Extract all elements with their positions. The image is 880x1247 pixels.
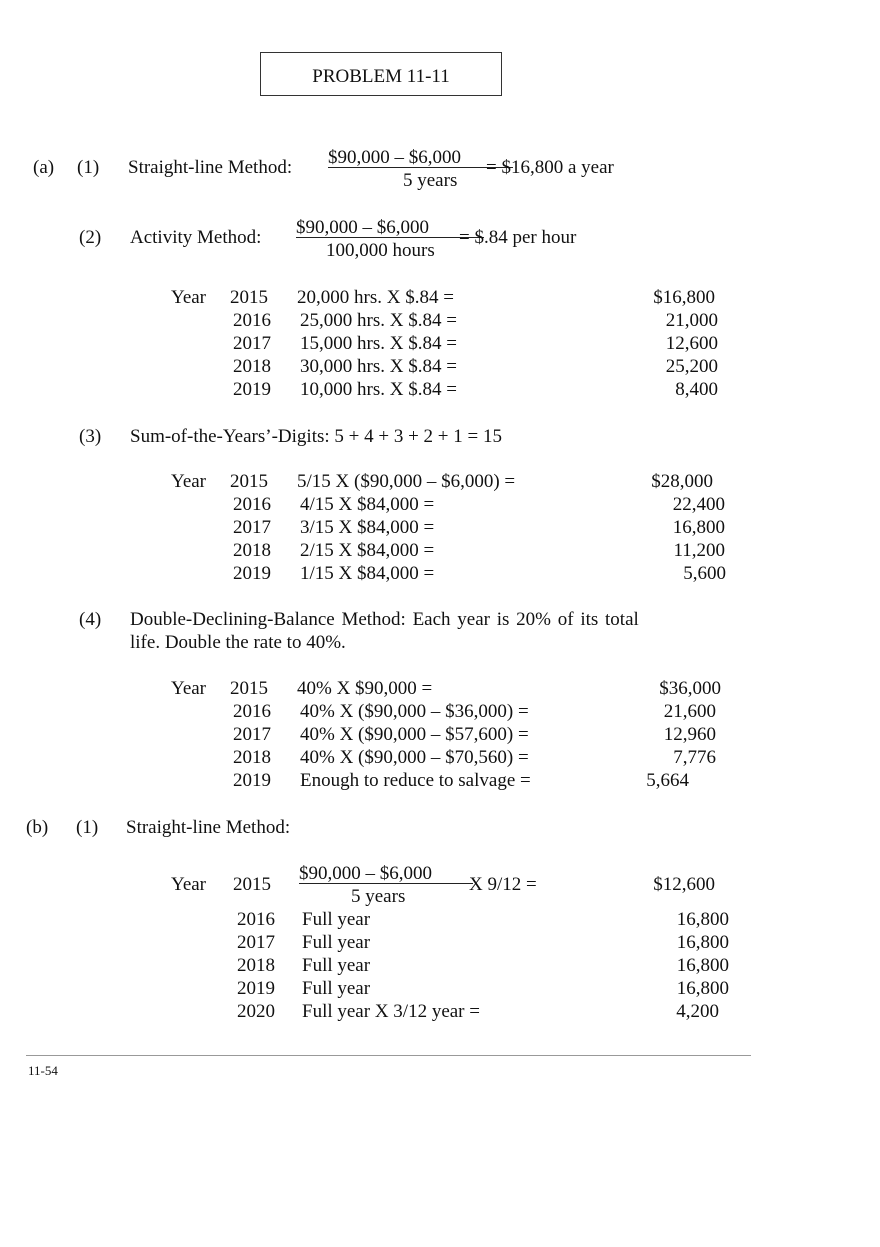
ddb-row-2017-calc: 40% X ($90,000 – $57,600) = [300,724,529,745]
part-b-fraction-bar [299,883,473,884]
activity-numerator: $90,000 – $6,000 [296,217,429,238]
part-b-row-2019-amount: 16,800 [676,978,729,999]
ddb-row-2015-calc: 40% X $90,000 = [297,678,433,699]
ddb-row-2018-calc: 40% X ($90,000 – $70,560) = [300,747,529,768]
syd-row-2017-calc: 3/15 X $84,000 = [300,517,435,538]
activity-row-2019-amount: 8,400 [675,379,718,400]
part-b-label: (b) [26,817,49,838]
part-b-numerator: $90,000 – $6,000 [299,863,432,884]
page-number: 11-54 [28,1063,58,1078]
part-b-row-2020-calc: Full year X 3/12 year = [302,1001,480,1022]
part-b-row-2017-amount: 16,800 [676,932,729,953]
activity-fraction-bar [296,237,484,238]
part-b-row-2015-amount: $12,600 [653,874,715,895]
syd-row-2019-year: 2019 [233,563,271,584]
activity-row-2016-calc: 25,000 hrs. X $.84 = [300,310,457,331]
activity-result: = $.84 per hour [459,227,577,248]
sl-method-name: Straight-line Method: [128,157,293,178]
part-b-denominator: 5 years [351,886,406,907]
activity-row-2015-year: 2015 [230,287,268,308]
part-b-row-2016-amount: 16,800 [676,909,729,930]
ddb-row-2019-calc: Enough to reduce to salvage = [300,770,531,791]
syd-row-2015-amount: $28,000 [651,471,713,492]
ddb-description-line-1: Double-Declining-Balance Method: Each year is 20% of its total [130,609,639,630]
part-b-row-2020-year: 2020 [237,1001,275,1022]
activity-row-2017-year: 2017 [233,333,271,354]
part-b-method-name: Straight-line Method: [126,817,291,838]
ddb-row-2016-amount: 21,600 [663,701,716,722]
ddb-year-label: Year [171,678,207,699]
part-b-year-label: Year [171,874,207,895]
part-b-row-2016-calc: Full year [302,909,371,930]
ddb-row-2015-amount: $36,000 [659,678,721,699]
part-b-row-2020-amount: 4,200 [676,1001,719,1022]
syd-row-2015-year: 2015 [230,471,268,492]
ddb-row-2017-amount: 12,960 [663,724,716,745]
syd-year-label: Year [171,471,207,492]
activity-row-2015-amount: $16,800 [653,287,715,308]
activity-row-2017-amount: 12,600 [665,333,718,354]
activity-row-2017-calc: 15,000 hrs. X $.84 = [300,333,457,354]
syd-number: (3) [79,426,102,447]
part-b-row-2018-calc: Full year [302,955,371,976]
activity-number: (2) [79,227,102,248]
syd-row-2017-amount: 16,800 [672,517,725,538]
syd-row-2016-amount: 22,400 [672,494,725,515]
activity-denominator: 100,000 hours [326,240,435,261]
syd-row-2018-amount: 11,200 [673,540,725,561]
ddb-row-2017-year: 2017 [233,724,271,745]
syd-row-2019-amount: 5,600 [683,563,726,584]
syd-row-2018-year: 2018 [233,540,271,561]
footer-rule [26,1055,751,1056]
part-b-number: (1) [76,817,99,838]
activity-row-2016-year: 2016 [233,310,271,331]
syd-row-2019-calc: 1/15 X $84,000 = [300,563,435,584]
ddb-row-2016-calc: 40% X ($90,000 – $36,000) = [300,701,529,722]
part-b-row-2018-year: 2018 [237,955,275,976]
ddb-row-2015-year: 2015 [230,678,268,699]
ddb-row-2018-amount: 7,776 [673,747,716,768]
part-b-row-2019-calc: Full year [302,978,371,999]
part-a-label: (a) [33,157,55,178]
part-b-row-2018-amount: 16,800 [676,955,729,976]
part-b-row-2015-year: 2015 [233,874,271,895]
activity-row-2019-year: 2019 [233,379,271,400]
activity-method-name: Activity Method: [130,227,262,248]
part-b-row-2019-year: 2019 [237,978,275,999]
ddb-row-2019-year: 2019 [233,770,271,791]
ddb-description-line-2: life. Double the rate to 40%. [130,632,346,653]
part-b-factor: X 9/12 = [469,874,537,895]
sl-denominator: 5 years [403,170,458,191]
activity-row-2019-calc: 10,000 hrs. X $.84 = [300,379,457,400]
activity-row-2018-year: 2018 [233,356,271,377]
syd-row-2016-calc: 4/15 X $84,000 = [300,494,435,515]
activity-row-2018-calc: 30,000 hrs. X $.84 = [300,356,457,377]
activity-year-label: Year [171,287,207,308]
page-title: PROBLEM 11-11 [312,66,450,87]
activity-row-2015-calc: 20,000 hrs. X $.84 = [297,287,454,308]
sl-result: = $16,800 a year [486,157,614,178]
activity-row-2018-amount: 25,200 [665,356,718,377]
syd-method-name: Sum-of-the-Years’-Digits: 5 + 4 + 3 + 2 + 1 = 15 [130,426,502,447]
ddb-row-2016-year: 2016 [233,701,271,722]
ddb-row-2019-amount: 5,664 [646,770,689,791]
part-b-row-2017-year: 2017 [237,932,275,953]
activity-row-2016-amount: 21,000 [665,310,718,331]
ddb-number: (4) [79,609,102,630]
sl-numerator: $90,000 – $6,000 [328,147,461,168]
sl-number: (1) [77,157,100,178]
part-b-row-2016-year: 2016 [237,909,275,930]
syd-row-2015-calc: 5/15 X ($90,000 – $6,000) = [297,471,516,492]
syd-row-2016-year: 2016 [233,494,271,515]
syd-row-2017-year: 2017 [233,517,271,538]
ddb-row-2018-year: 2018 [233,747,271,768]
part-b-row-2017-calc: Full year [302,932,371,953]
syd-row-2018-calc: 2/15 X $84,000 = [300,540,435,561]
